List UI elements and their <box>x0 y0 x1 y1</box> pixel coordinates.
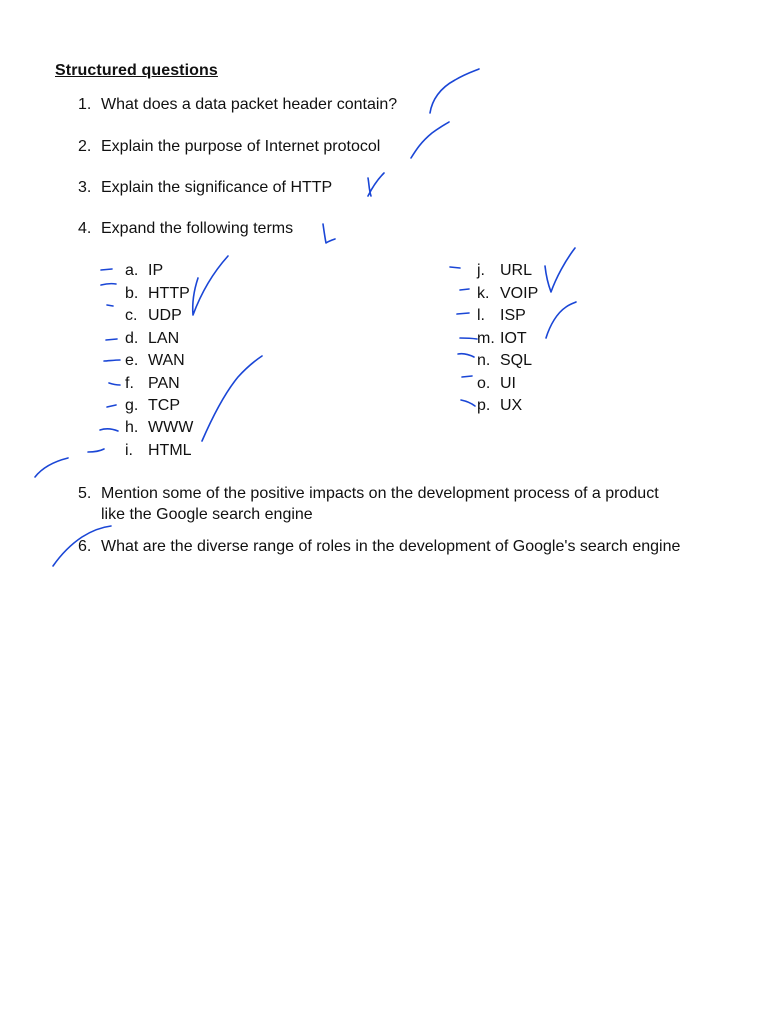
term-name: ISP <box>500 307 526 324</box>
question-text: What are the diverse range of roles in the development of Google's search engine <box>101 538 681 555</box>
section-heading: Structured questions <box>55 62 218 79</box>
term-name: SQL <box>500 352 533 369</box>
question-text: Explain the significance of HTTP <box>101 179 333 196</box>
dash-mark-icon <box>109 383 120 385</box>
dash-mark-icon <box>100 429 118 431</box>
question-text: Mention some of the positive impacts on the development process of a product like the Google search engine <box>101 485 659 523</box>
term-name: HTTP <box>148 285 190 302</box>
term-letter: n. <box>477 352 491 369</box>
term-name: WAN <box>148 352 185 369</box>
term-letter: h. <box>125 419 139 436</box>
check-mark-icon <box>35 458 68 477</box>
question-number: 5. <box>78 485 92 502</box>
dash-mark-icon <box>461 400 475 406</box>
question-number: 3. <box>78 179 92 196</box>
dash-mark-icon <box>460 338 477 339</box>
dash-mark-icon <box>101 269 112 270</box>
dash-mark-icon <box>458 354 474 357</box>
term-name: TCP <box>148 397 180 414</box>
term-name: UI <box>500 375 516 392</box>
term-name: VOIP <box>500 285 539 302</box>
term-letter: d. <box>125 330 139 347</box>
dash-mark-icon <box>101 284 116 285</box>
term-letter: m. <box>477 330 495 347</box>
dash-mark-icon <box>107 305 113 306</box>
dash-mark-icon <box>450 267 460 268</box>
term-name: LAN <box>148 330 180 347</box>
check-mark-icon <box>193 256 228 315</box>
term-name: HTML <box>148 442 192 459</box>
question-number: 6. <box>78 538 92 555</box>
term-letter: e. <box>125 352 139 369</box>
term-letter: f. <box>125 375 134 392</box>
term-letter: c. <box>125 307 138 324</box>
check-mark-icon <box>545 248 575 292</box>
question-number: 2. <box>78 138 92 155</box>
dash-mark-icon <box>460 289 469 290</box>
term-name: WWW <box>148 419 194 436</box>
dash-mark-icon <box>107 405 116 407</box>
term-name: IOT <box>500 330 527 347</box>
term-name: PAN <box>148 375 180 392</box>
check-mark-icon <box>546 302 576 338</box>
dash-mark-icon <box>104 360 120 361</box>
dash-mark-icon <box>106 339 117 340</box>
term-letter: a. <box>125 262 139 279</box>
dash-mark-icon <box>457 313 469 314</box>
question-text: Explain the purpose of Internet protocol <box>101 138 381 155</box>
question-text: What does a data packet header contain? <box>101 96 398 113</box>
dash-mark-icon <box>462 376 472 377</box>
term-letter: j. <box>477 262 485 279</box>
term-letter: l. <box>477 307 485 324</box>
term-name: IP <box>148 262 164 279</box>
question-number: 4. <box>78 220 92 237</box>
term-letter: p. <box>477 397 491 414</box>
term-letter: k. <box>477 285 490 302</box>
question-text: Expand the following terms <box>101 220 294 237</box>
term-letter: i. <box>125 442 133 459</box>
term-letter: b. <box>125 285 139 302</box>
term-letter: g. <box>125 397 139 414</box>
dash-mark-icon <box>88 449 104 452</box>
term-name: UX <box>500 397 523 414</box>
term-name: UDP <box>148 307 182 324</box>
check-mark-icon <box>202 356 262 441</box>
term-name: URL <box>500 262 533 279</box>
term-letter: o. <box>477 375 491 392</box>
question-number: 1. <box>78 96 92 113</box>
